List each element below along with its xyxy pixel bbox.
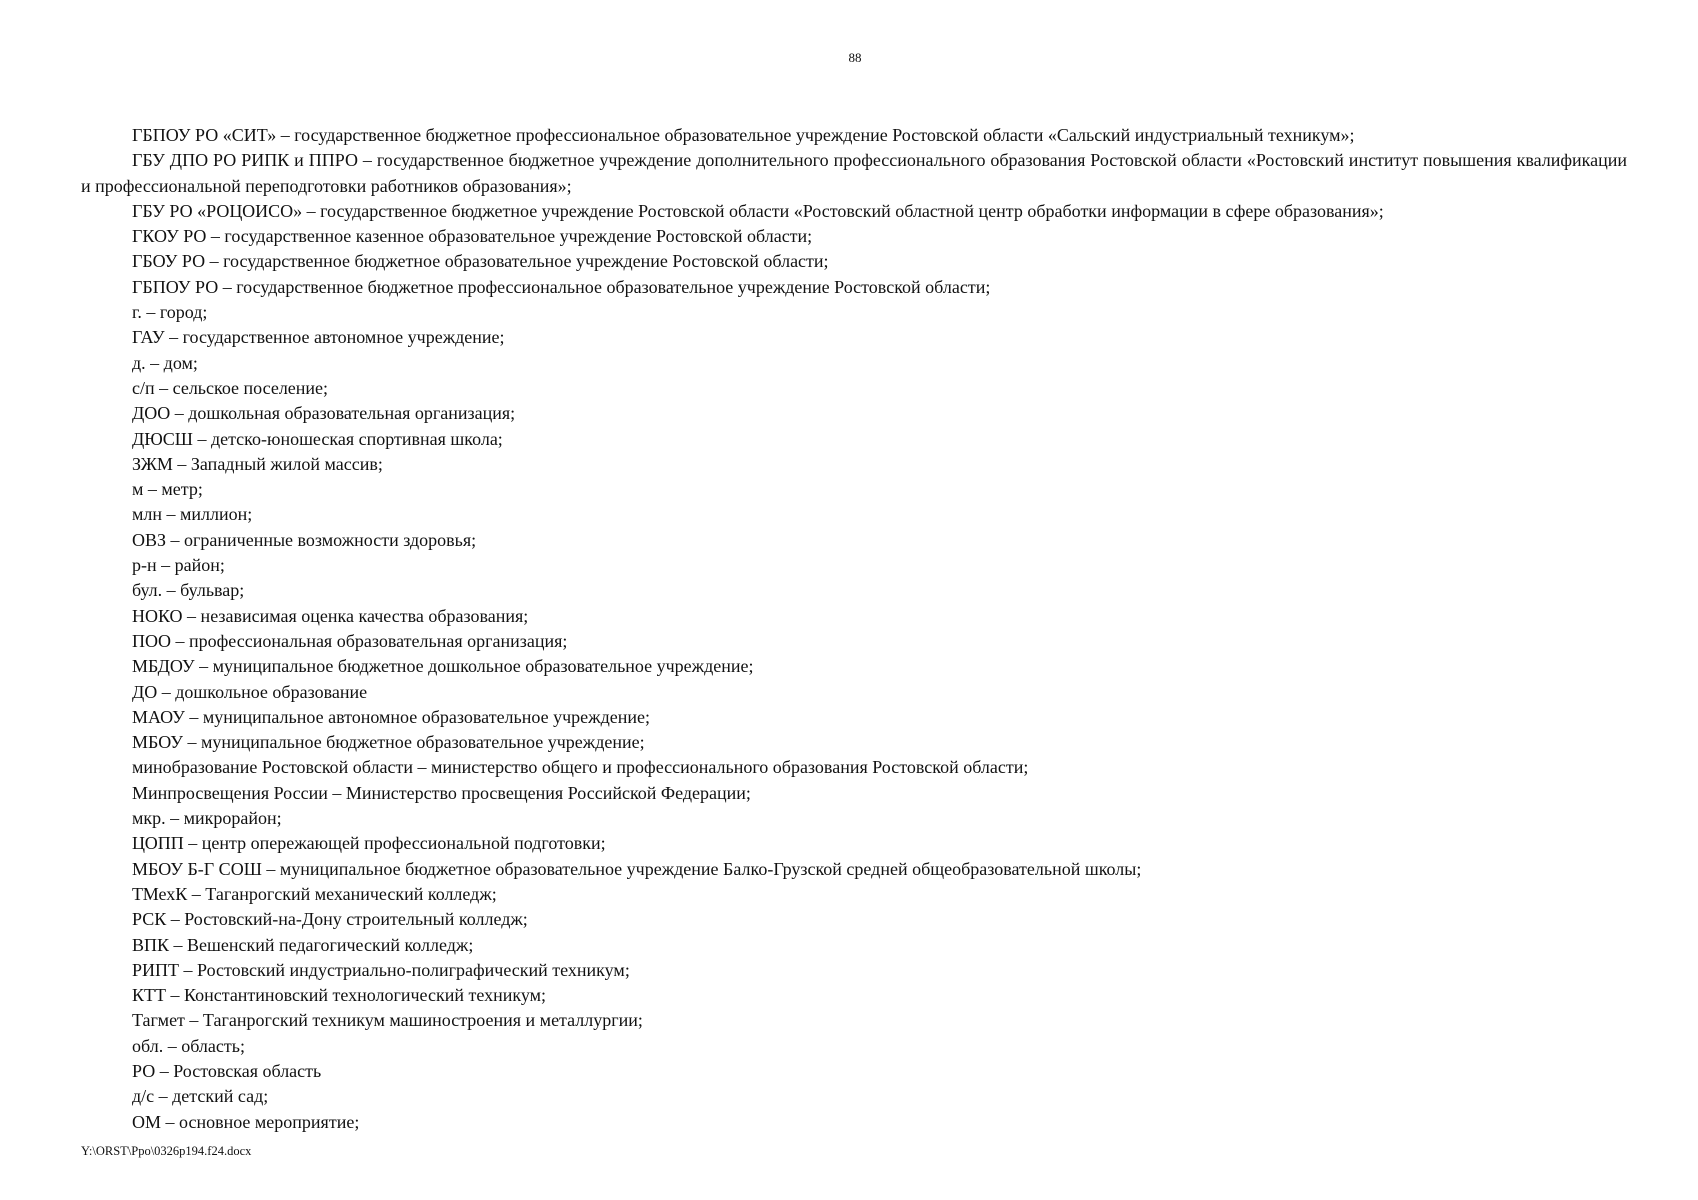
abbreviation-entry: р-н – район; [132, 555, 225, 576]
abbreviation-entry: ДЮСШ – детско-юношеская спортивная школа; [132, 428, 503, 449]
abbreviation-entry: мкр. – микрорайон; [132, 808, 282, 829]
abbreviation-entry: ГБУ ДПО РО РИПК и ППРО – государственное бюджетное учреждение дополнительного профессионального образования Ростовской области «Ростовский институт повышения квалификации и профессиональной переподготовки работников образования»; [81, 150, 1627, 196]
abbreviation-entry: бул. – бульвар; [132, 580, 245, 601]
abbreviation-entry: Минпросвещения России – Министерство просвещения Российской Федерации; [132, 782, 751, 803]
abbreviation-entry: г. – город; [132, 302, 208, 323]
abbreviation-entry: РСК – Ростовский-на-Дону строительный колледж; [132, 909, 528, 930]
abbreviation-entry: ДОО – дошкольная образовательная организация; [132, 403, 516, 424]
abbreviation-entry: ПОО – профессиональная образовательная организация; [132, 630, 568, 651]
abbreviation-entry: Тагмет – Таганрогский техникум машиностроения и металлургии; [132, 1010, 643, 1031]
abbreviation-entry: ГБПОУ РО «СИТ» – государственное бюджетное профессиональное образовательное учреждение Ростовской области «Сальский индустриальный техникум»; [132, 125, 1355, 145]
abbreviation-entry: МБДОУ – муниципальное бюджетное дошкольное образовательное учреждение; [132, 656, 754, 677]
abbreviation-entry: МБОУ – муниципальное бюджетное образовательное учреждение; [132, 732, 645, 753]
abbreviation-entry: млн – миллион; [132, 504, 253, 525]
abbreviation-entry: ГБУ РО «РОЦОИСО» – государственное бюджетное учреждение Ростовской области «Ростовский областной центр обработки информации в сфере образования»; [132, 200, 1384, 221]
abbreviation-entry: ОВЗ – ограниченные возможности здоровья; [132, 529, 477, 550]
abbreviation-entry: ОМ – основное мероприятие; [132, 1111, 360, 1132]
abbreviation-entry: МАОУ – муниципальное автономное образовательное учреждение; [132, 706, 650, 727]
abbreviation-entry: КТТ – Константиновский технологический техникум; [132, 985, 546, 1006]
abbreviation-entry: ГАУ – государственное автономное учреждение; [132, 327, 505, 348]
abbreviation-entry: ДО – дошкольное образование [132, 681, 368, 702]
abbreviation-entry: НОКО – независимая оценка качества образования; [132, 605, 529, 626]
abbreviation-entry: РИПТ – Ростовский индустриально-полиграфический техникум; [132, 959, 630, 980]
abbreviation-entry: ГБОУ РО – государственное бюджетное образовательное учреждение Ростовской области; [132, 251, 829, 272]
file-path-footer: Y:\ORST\Ppo\0326p194.f24.docx [81, 1144, 252, 1158]
abbreviation-entry: минобразование Ростовской области – министерство общего и профессионального образования Ростовской области; [132, 757, 1029, 778]
page-number: 88 [848, 50, 862, 65]
abbreviation-entry: ВПК – Вешенский педагогический колледж; [132, 934, 474, 955]
abbreviation-entry: МБОУ Б-Г СОШ – муниципальное бюджетное образовательное учреждение Балко-Грузской средней общеобразовательной школы; [132, 858, 1142, 879]
abbreviation-entry: ГКОУ РО – государственное казенное образовательное учреждение Ростовской области; [132, 226, 813, 247]
abbreviation-entry: ЗЖМ – Западный жилой массив; [132, 453, 383, 474]
abbreviation-entry: РО – Ростовская область [132, 1060, 322, 1081]
abbreviation-entry: ГБПОУ РО – государственное бюджетное профессиональное образовательное учреждение Ростовской области; [132, 276, 991, 297]
abbreviation-entry: м – метр; [132, 479, 203, 500]
abbreviation-entry: ЦОПП – центр опережающей профессиональной подготовки; [132, 833, 606, 854]
abbreviations-list [81, 123, 1627, 1135]
abbreviation-entry: ТМехК – Таганрогский механический колледж; [132, 883, 497, 904]
abbreviation-entry: д/с – детский сад; [132, 1086, 269, 1107]
abbreviation-entry: с/п – сельское поселение; [132, 377, 329, 398]
abbreviation-entry: д. – дом; [132, 352, 198, 373]
abbreviation-entry: обл. – область; [132, 1035, 245, 1056]
